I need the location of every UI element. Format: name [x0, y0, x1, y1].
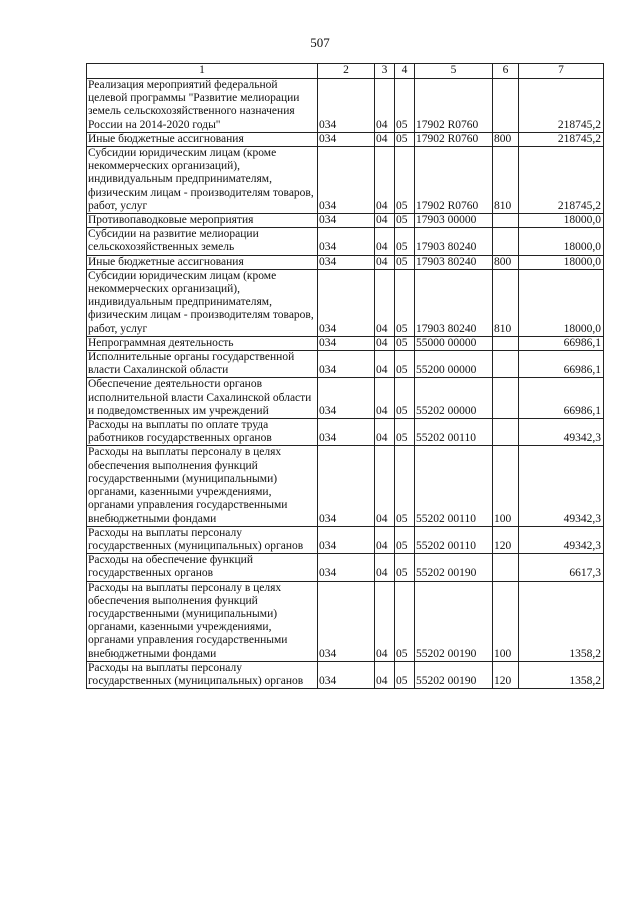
row-name: Расходы на выплаты персоналу в целях обеспечения выполнения функций государственными (муниципальными) органами, казенными учреждениями, органами управления государственными внебюджетными фондами: [87, 446, 318, 526]
cell-section: 04: [375, 132, 395, 146]
budget-table: [86, 63, 604, 689]
cell-section: 04: [375, 269, 395, 336]
header-col-7: 7: [519, 64, 604, 79]
cell-expense-type: 100: [493, 581, 519, 661]
table-row: [87, 132, 604, 146]
cell-amount: 6617,3: [519, 554, 604, 581]
row-name: Обеспечение деятельности органов исполнительной власти Сахалинской области и подведомственных им учреждений: [87, 378, 318, 419]
row-name: Субсидии юридическим лицам (кроме некоммерческих организаций), индивидуальным предпринимателям, физическим лицам - производителям товаров, работ, услуг: [87, 269, 318, 336]
cell-ministry-code: 034: [318, 661, 375, 688]
cell-section: 04: [375, 581, 395, 661]
cell-expense-type: [493, 554, 519, 581]
header-col-4: 4: [395, 64, 415, 79]
row-name: Иные бюджетные ассигнования: [87, 132, 318, 146]
cell-subsection: 05: [395, 526, 415, 553]
page-number: 507: [310, 35, 330, 50]
cell-subsection: 05: [395, 554, 415, 581]
table-body: [87, 79, 604, 689]
cell-subsection: 05: [395, 214, 415, 228]
row-name: Расходы на выплаты персоналу государственных (муниципальных) органов: [87, 661, 318, 688]
cell-amount: 18000,0: [519, 214, 604, 228]
cell-ministry-code: 034: [318, 526, 375, 553]
cell-amount: 18000,0: [519, 255, 604, 269]
cell-ministry-code: 034: [318, 446, 375, 526]
cell-subsection: 05: [395, 581, 415, 661]
cell-target-article: 55202 00190: [415, 554, 493, 581]
row-name: Субсидии юридическим лицам (кроме некоммерческих организаций), индивидуальным предпринимателям, физическим лицам - производителям товаров, работ, услуг: [87, 147, 318, 214]
cell-amount: 66986,1: [519, 351, 604, 378]
cell-amount: 218745,2: [519, 79, 604, 133]
cell-section: 04: [375, 336, 395, 350]
cell-amount: 66986,1: [519, 336, 604, 350]
cell-ministry-code: 034: [318, 336, 375, 350]
table-row: [87, 419, 604, 446]
cell-subsection: 05: [395, 132, 415, 146]
cell-section: 04: [375, 378, 395, 419]
cell-target-article: 55200 00000: [415, 351, 493, 378]
header-row: [87, 64, 604, 79]
cell-amount: 218745,2: [519, 132, 604, 146]
cell-section: 04: [375, 228, 395, 255]
cell-expense-type: 100: [493, 446, 519, 526]
table-row: [87, 79, 604, 133]
cell-ministry-code: 034: [318, 378, 375, 419]
cell-section: 04: [375, 255, 395, 269]
header-col-5: 5: [415, 64, 493, 79]
cell-amount: 18000,0: [519, 269, 604, 336]
cell-expense-type: 800: [493, 255, 519, 269]
cell-subsection: 05: [395, 255, 415, 269]
cell-ministry-code: 034: [318, 214, 375, 228]
row-name: Расходы на выплаты персоналу государственных (муниципальных) органов: [87, 526, 318, 553]
cell-target-article: 55000 00000: [415, 336, 493, 350]
table-row: [87, 554, 604, 581]
cell-amount: 218745,2: [519, 147, 604, 214]
cell-target-article: 55202 00190: [415, 581, 493, 661]
table-row: [87, 378, 604, 419]
table-row: [87, 336, 604, 350]
cell-subsection: 05: [395, 446, 415, 526]
header-col-6: 6: [493, 64, 519, 79]
cell-section: 04: [375, 554, 395, 581]
cell-ministry-code: 034: [318, 554, 375, 581]
cell-section: 04: [375, 661, 395, 688]
cell-expense-type: [493, 351, 519, 378]
cell-amount: 1358,2: [519, 661, 604, 688]
cell-target-article: 55202 00190: [415, 661, 493, 688]
table-row: [87, 351, 604, 378]
cell-expense-type: [493, 336, 519, 350]
cell-target-article: 17903 80240: [415, 228, 493, 255]
cell-ministry-code: 034: [318, 255, 375, 269]
cell-expense-type: [493, 419, 519, 446]
cell-ministry-code: 034: [318, 351, 375, 378]
cell-expense-type: 810: [493, 269, 519, 336]
cell-expense-type: 120: [493, 526, 519, 553]
cell-ministry-code: 034: [318, 419, 375, 446]
cell-target-article: 55202 00110: [415, 419, 493, 446]
cell-target-article: 17903 80240: [415, 269, 493, 336]
cell-ministry-code: 034: [318, 79, 375, 133]
cell-section: 04: [375, 446, 395, 526]
cell-subsection: 05: [395, 79, 415, 133]
header-col-3: 3: [375, 64, 395, 79]
row-name: Расходы на обеспечение функций государственных органов: [87, 554, 318, 581]
cell-section: 04: [375, 147, 395, 214]
cell-target-article: 55202 00110: [415, 446, 493, 526]
cell-subsection: 05: [395, 269, 415, 336]
cell-expense-type: [493, 214, 519, 228]
cell-amount: 49342,3: [519, 526, 604, 553]
row-name: Реализация мероприятий федеральной целевой программы "Развитие мелиорации земель сельскохозяйственного назначения России на 2014-2020 годы": [87, 79, 318, 133]
cell-amount: 49342,3: [519, 419, 604, 446]
row-name: Расходы на выплаты по оплате труда работников государственных органов: [87, 419, 318, 446]
cell-subsection: 05: [395, 147, 415, 214]
table-row: [87, 581, 604, 661]
cell-section: 04: [375, 419, 395, 446]
cell-target-article: 17902 R0760: [415, 132, 493, 146]
header-col-1: 1: [87, 64, 318, 79]
cell-expense-type: 810: [493, 147, 519, 214]
row-name: Непрограммная деятельность: [87, 336, 318, 350]
header-col-2: 2: [318, 64, 375, 79]
table-row: [87, 147, 604, 214]
cell-subsection: 05: [395, 419, 415, 446]
cell-subsection: 05: [395, 336, 415, 350]
row-name: Противопаводковые мероприятия: [87, 214, 318, 228]
cell-target-article: 17902 R0760: [415, 147, 493, 214]
cell-amount: 49342,3: [519, 446, 604, 526]
table-row: [87, 269, 604, 336]
cell-section: 04: [375, 79, 395, 133]
cell-target-article: 17903 00000: [415, 214, 493, 228]
cell-target-article: 55202 00000: [415, 378, 493, 419]
cell-expense-type: [493, 228, 519, 255]
cell-section: 04: [375, 526, 395, 553]
cell-expense-type: [493, 79, 519, 133]
cell-subsection: 05: [395, 378, 415, 419]
table-row: [87, 214, 604, 228]
cell-target-article: 17902 R0760: [415, 79, 493, 133]
table-row: [87, 228, 604, 255]
table-row: [87, 446, 604, 526]
table-row: [87, 661, 604, 688]
cell-target-article: 55202 00110: [415, 526, 493, 553]
cell-subsection: 05: [395, 661, 415, 688]
cell-section: 04: [375, 351, 395, 378]
cell-section: 04: [375, 214, 395, 228]
row-name: Иные бюджетные ассигнования: [87, 255, 318, 269]
row-name: Субсидии на развитие мелиорации сельскохозяйственных земель: [87, 228, 318, 255]
cell-target-article: 17903 80240: [415, 255, 493, 269]
table-row: [87, 255, 604, 269]
row-name: Расходы на выплаты персоналу в целях обеспечения выполнения функций государственными (муниципальными) органами, казенными учреждениями, органами управления государственными внебюджетными фондами: [87, 581, 318, 661]
cell-expense-type: 800: [493, 132, 519, 146]
cell-ministry-code: 034: [318, 228, 375, 255]
cell-subsection: 05: [395, 228, 415, 255]
cell-ministry-code: 034: [318, 581, 375, 661]
cell-expense-type: 120: [493, 661, 519, 688]
cell-ministry-code: 034: [318, 269, 375, 336]
cell-expense-type: [493, 378, 519, 419]
cell-ministry-code: 034: [318, 147, 375, 214]
cell-subsection: 05: [395, 351, 415, 378]
cell-amount: 18000,0: [519, 228, 604, 255]
cell-ministry-code: 034: [318, 132, 375, 146]
cell-amount: 1358,2: [519, 581, 604, 661]
table-row: [87, 526, 604, 553]
cell-amount: 66986,1: [519, 378, 604, 419]
row-name: Исполнительные органы государственной власти Сахалинской области: [87, 351, 318, 378]
